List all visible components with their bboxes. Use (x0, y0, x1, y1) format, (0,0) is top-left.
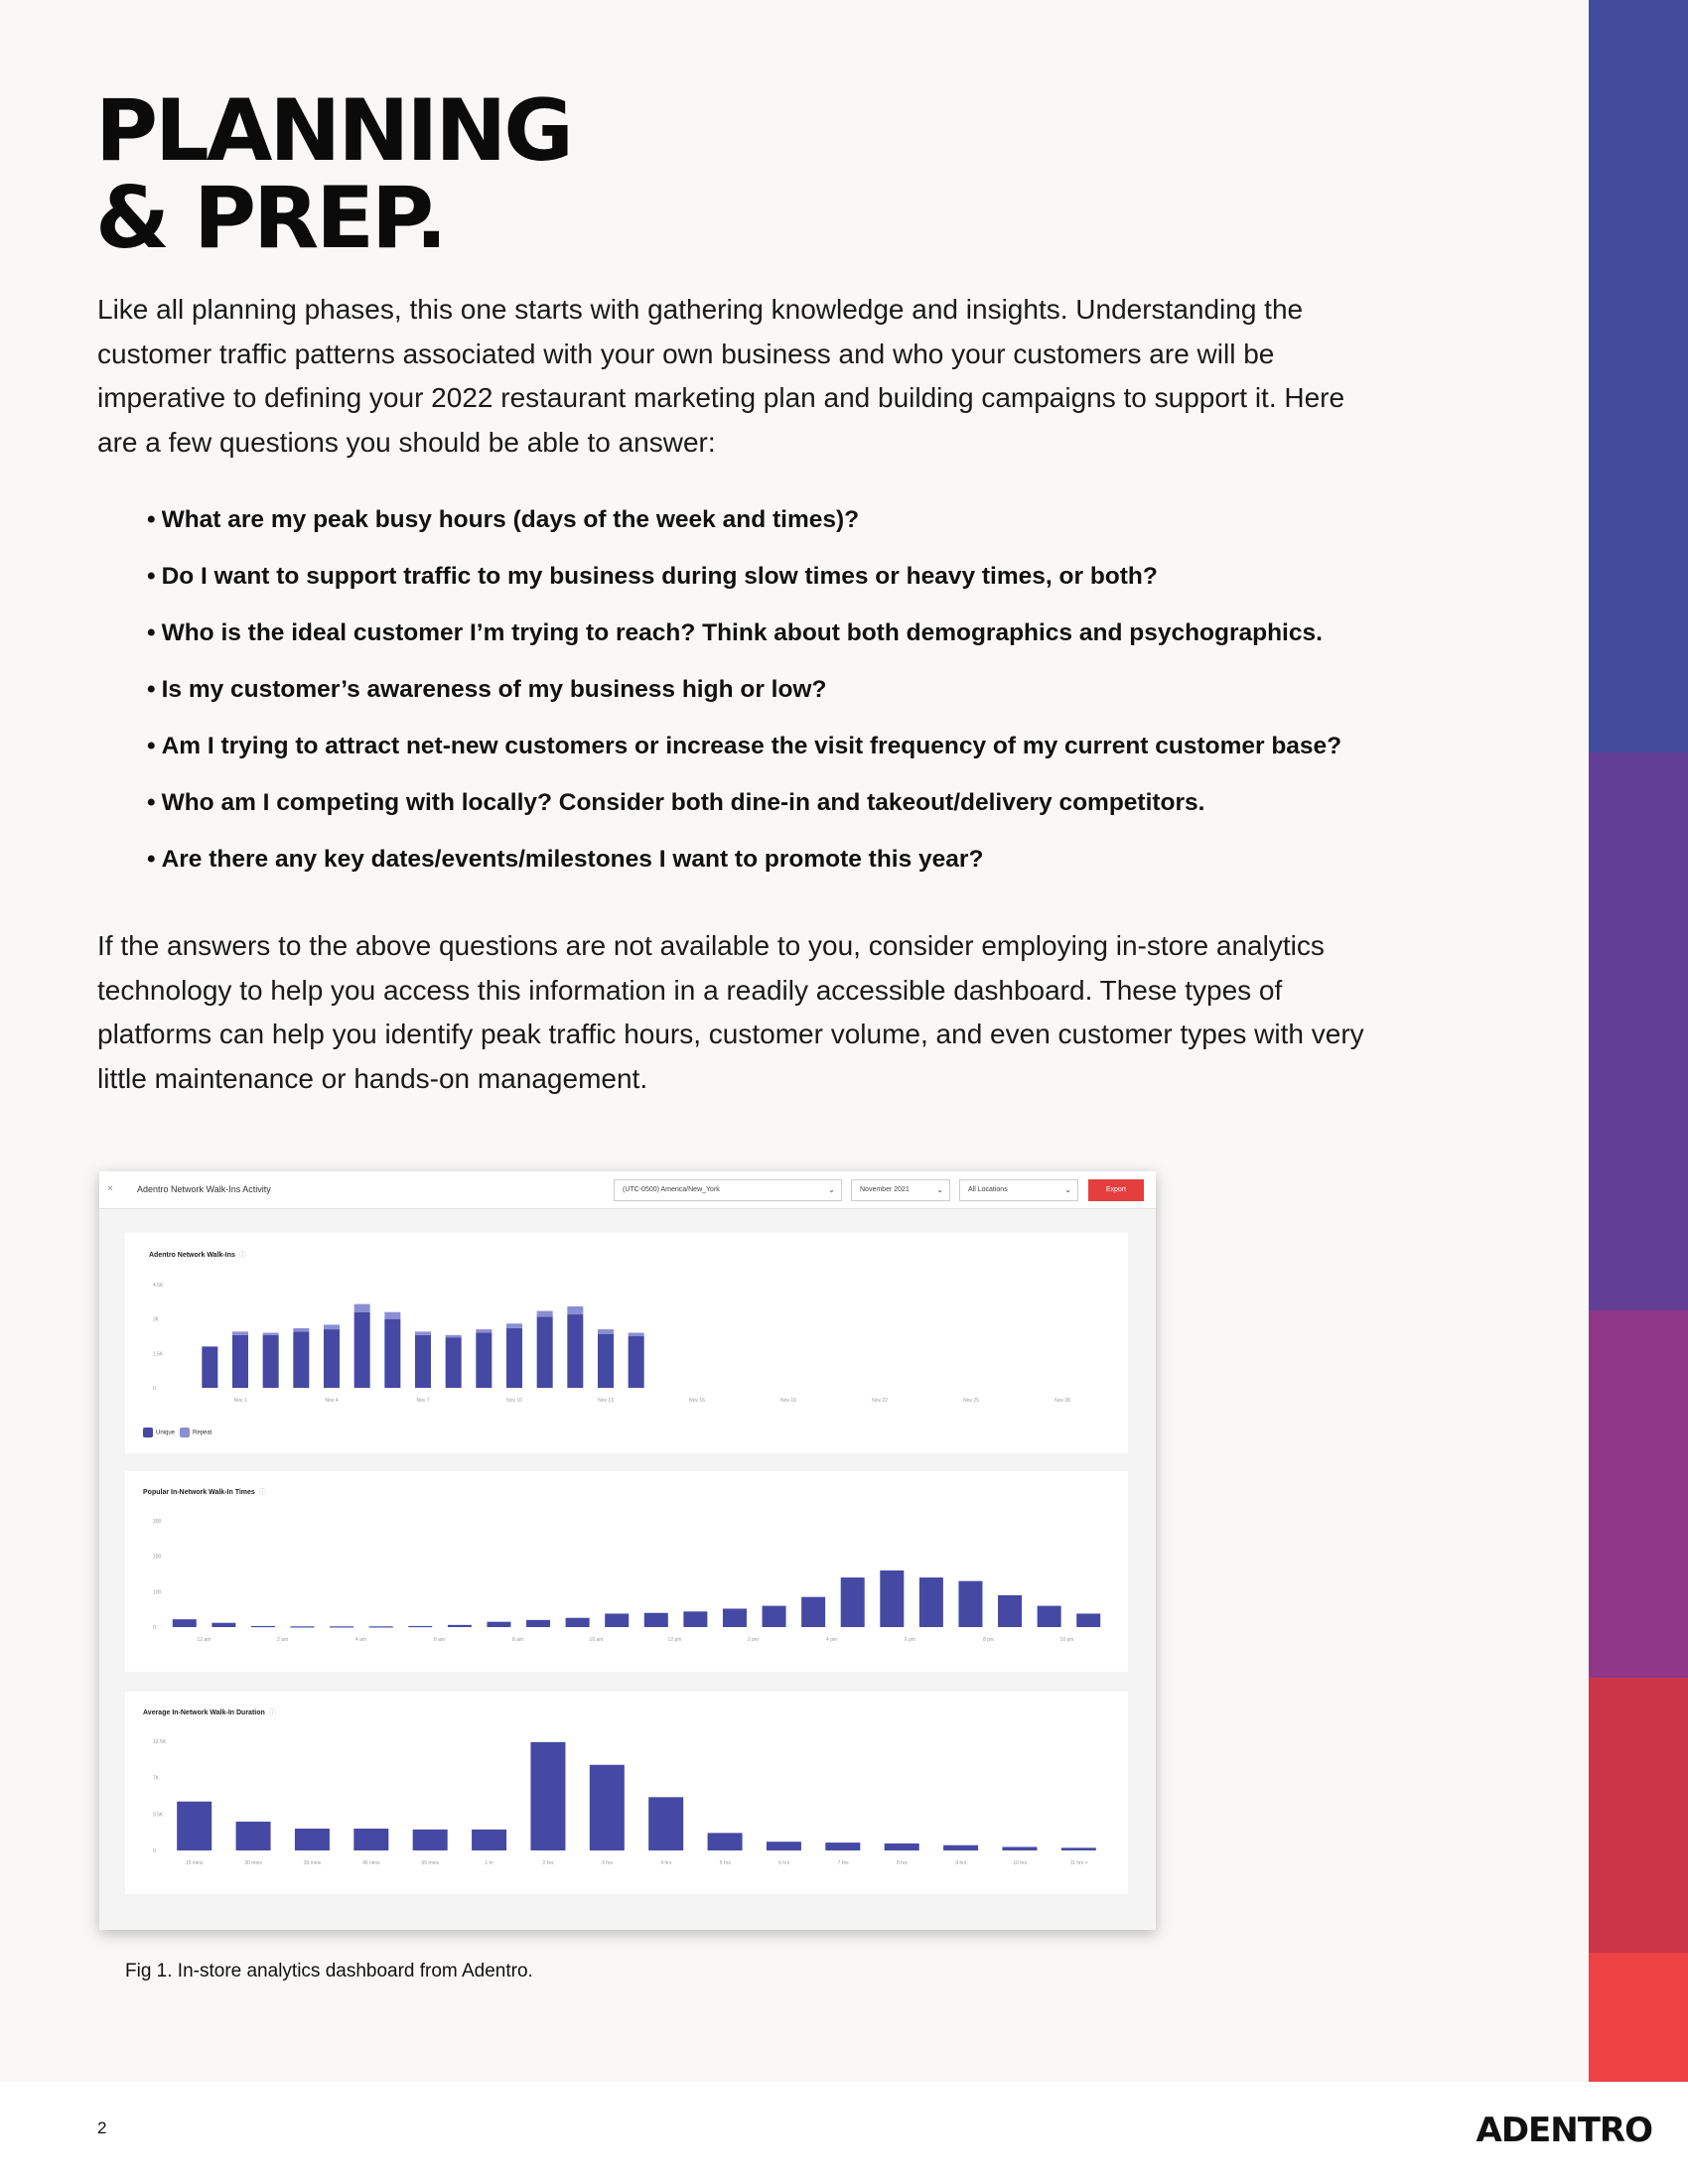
chart-bar (998, 1595, 1022, 1627)
chart-bar (629, 1336, 644, 1388)
x-tick-label: 55 mins (421, 1860, 440, 1866)
walk-in-times-card (125, 1471, 1128, 1672)
list-item: • Do I want to support traffic to my business during slow times or heavy times, or both? (147, 563, 1158, 590)
x-tick-label: Nov 22 (872, 1398, 888, 1404)
y-tick-label: 3K (153, 1316, 160, 1323)
chart-bar-repeat (506, 1323, 522, 1328)
chart-bar (943, 1845, 978, 1850)
y-tick-label: 0 (153, 1386, 156, 1392)
x-tick-label: 10 am (589, 1637, 604, 1643)
chart-bar (723, 1608, 747, 1627)
x-tick-label: Nov 16 (689, 1398, 705, 1404)
x-tick-label: 8 pm (982, 1637, 995, 1643)
walk-ins-card (125, 1233, 1128, 1453)
chart-bar (295, 1829, 330, 1850)
x-tick-label: 35 mins (303, 1860, 322, 1866)
y-tick-label: 3.5K (153, 1812, 164, 1819)
chart-bar (590, 1765, 625, 1850)
list-item: • Who is the ideal customer I’m trying to reach? Think about both demographics and psychographics. (147, 619, 1323, 646)
y-tick-label: 0 (153, 1625, 156, 1631)
chart-bar (293, 1331, 309, 1388)
x-tick-label: 6 hrs (778, 1860, 790, 1866)
walk-ins-chart (125, 1233, 1128, 1453)
chart-bar-repeat (476, 1329, 492, 1332)
walk-in-times-chart (125, 1471, 1128, 1672)
chart-bar (526, 1620, 550, 1627)
x-tick-label: 15 mins (185, 1860, 204, 1866)
x-tick-label: 30 mins (244, 1860, 262, 1866)
chart-bar (446, 1337, 462, 1388)
x-tick-label: 7 hrs (837, 1860, 849, 1866)
chart-title: Popular In-Network Walk-In Times ⓘ (143, 1489, 266, 1496)
info-icon: ⓘ (258, 1489, 266, 1496)
chart-bar (369, 1626, 393, 1627)
chart-bar-repeat (567, 1306, 583, 1314)
chart-legend: Unique Repeat (143, 1428, 211, 1437)
chart-bar (648, 1797, 683, 1850)
x-tick-label: 2 pm (747, 1637, 760, 1643)
info-icon: ⓘ (268, 1709, 276, 1716)
walk-in-duration-card (125, 1692, 1128, 1894)
walk-in-duration-chart (125, 1692, 1128, 1894)
footer (0, 2082, 1688, 2184)
y-tick-label: 4.5K (153, 1283, 164, 1289)
chart-bar (211, 1623, 235, 1627)
chart-bar-repeat (446, 1335, 462, 1337)
list-item: • Am I trying to attract net-new customers or increase the visit frequency of my current customer base? (147, 733, 1342, 759)
chart-bar-repeat (598, 1329, 614, 1334)
chart-bar (530, 1742, 565, 1850)
x-tick-label: 10 hrs (1013, 1860, 1028, 1866)
chart-bar-repeat (415, 1331, 431, 1334)
x-tick-label: 4 pm (825, 1637, 838, 1643)
x-tick-label: 6 pm (904, 1637, 916, 1643)
chart-title: Average In-Network Walk-In Duration ⓘ (143, 1709, 276, 1716)
x-tick-label: 12 am (197, 1637, 211, 1643)
dashboard-header (99, 1171, 1156, 1209)
x-tick-label: Nov 4 (325, 1398, 339, 1404)
x-tick-label: Nov 7 (416, 1398, 430, 1404)
location-select[interactable]: All Locations ⌄ (959, 1179, 1078, 1201)
chart-bar (1038, 1606, 1061, 1627)
chart-bar (291, 1626, 315, 1627)
chart-bar (885, 1843, 919, 1850)
x-tick-label: 3 hrs (601, 1860, 614, 1866)
checkbox-icon[interactable] (143, 1428, 153, 1437)
chart-bar (763, 1606, 786, 1627)
export-button[interactable]: Export (1088, 1179, 1144, 1201)
y-tick-label: 100 (153, 1589, 162, 1596)
chart-bar (537, 1316, 553, 1388)
chart-bar (324, 1329, 340, 1388)
chart-bar (605, 1613, 629, 1627)
list-item: • What are my peak busy hours (days of the week and times)? (147, 506, 860, 533)
x-tick-label: 5 hrs (719, 1860, 731, 1866)
chart-bar (708, 1833, 743, 1850)
month-select[interactable]: November 2021 ⌄ (851, 1179, 950, 1201)
x-tick-label: Nov 1 (233, 1398, 247, 1404)
y-tick-label: 7K (153, 1775, 160, 1782)
list-item: • Is my customer’s awareness of my business high or low? (147, 676, 827, 703)
question-list (147, 500, 1341, 896)
chart-bar (1076, 1613, 1100, 1627)
chart-bar (566, 1618, 590, 1627)
chart-bar (1061, 1847, 1096, 1850)
y-tick-label: 1.5K (153, 1351, 164, 1358)
x-tick-label: Nov 28 (1055, 1398, 1070, 1404)
chart-bar (177, 1802, 211, 1850)
chart-bar-repeat (324, 1324, 340, 1329)
x-tick-label: 9 hrs (955, 1860, 967, 1866)
dashboard-title: Adentro Network Walk-Ins Activity (137, 1184, 271, 1194)
x-tick-label: 4 am (354, 1637, 367, 1643)
chart-bar (598, 1334, 614, 1388)
chart-bar (472, 1830, 506, 1850)
page-title: PLANNING & PREP. (95, 81, 571, 268)
chart-bar (236, 1822, 271, 1850)
chart-bar (415, 1335, 431, 1388)
close-icon[interactable]: × (107, 1183, 113, 1194)
x-tick-label: 10 pm (1059, 1637, 1074, 1643)
timezone-select[interactable]: (UTC-0500) America/New_York ⌄ (614, 1179, 842, 1201)
figure-caption: Fig 1. In-store analytics dashboard from Adentro. (125, 1961, 533, 1981)
chart-bar (232, 1335, 248, 1388)
chart-title: Adentro Network Walk-Ins ⓘ (149, 1252, 246, 1259)
chart-bar (408, 1626, 432, 1627)
chevron-down-icon: ⌄ (936, 1185, 943, 1194)
chart-bar (567, 1314, 583, 1388)
x-tick-label: 8 am (511, 1637, 524, 1643)
y-tick-label: 12.5K (153, 1739, 167, 1745)
x-tick-label: Nov 19 (780, 1398, 796, 1404)
chart-bar (1002, 1846, 1037, 1850)
chevron-down-icon: ⌄ (828, 1185, 835, 1194)
chart-bar (506, 1328, 522, 1388)
y-tick-label: 300 (153, 1519, 162, 1525)
x-tick-label: 2 am (276, 1637, 289, 1643)
x-tick-label: 1 hr (485, 1860, 494, 1866)
chart-bar-repeat (354, 1304, 370, 1312)
chart-bar (644, 1613, 668, 1627)
chart-bar (880, 1570, 904, 1627)
chart-bar (801, 1597, 825, 1627)
adentro-logo: ADENTRO (1476, 2111, 1652, 2150)
chart-bar (202, 1346, 217, 1388)
chart-bar-repeat (537, 1311, 553, 1317)
intro-paragraph: Like all planning phases, this one starts with gathering knowledge and insights. Understanding the customer traffic patterns associated with your own business and who your customers are will be imperative to defining your 2022 restaurant marketing plan and building campaigns to support it. Here are a few questions you should be able to answer: (97, 294, 1345, 458)
x-tick-label: Nov 25 (963, 1398, 979, 1404)
chart-bar (767, 1842, 801, 1850)
x-tick-label: 4 hrs (660, 1860, 672, 1866)
chart-bar-repeat (629, 1333, 644, 1336)
chart-bar (487, 1622, 510, 1627)
chart-bar (476, 1333, 492, 1388)
color-strip (1589, 0, 1688, 2082)
chart-bar (251, 1626, 275, 1627)
chart-bar (958, 1581, 982, 1627)
chart-bar (841, 1577, 865, 1627)
chart-bar-repeat (293, 1328, 309, 1331)
x-tick-label: Nov 13 (598, 1398, 614, 1404)
y-tick-label: 0 (153, 1848, 156, 1854)
x-tick-label: 8 hrs (896, 1860, 909, 1866)
chart-bar (683, 1611, 707, 1627)
info-icon: ⓘ (238, 1252, 246, 1259)
chart-bar (330, 1626, 353, 1627)
chart-bar (413, 1830, 448, 1850)
chart-bar-repeat (384, 1312, 400, 1319)
x-tick-label: 45 mins (362, 1860, 380, 1866)
x-tick-label: 6 am (433, 1637, 446, 1643)
chart-bar (384, 1319, 400, 1388)
x-tick-label: Nov 10 (506, 1398, 522, 1404)
chart-bar (173, 1619, 197, 1627)
closing-paragraph: If the answers to the above questions are not available to you, consider employing in-store analytics technology to help you access this information in a readily accessible dashboard. These types of platforms can help you identify peak traffic hours, customer volume, and even customer types with very little maintenance or hands-on management. (97, 930, 1364, 1094)
chart-bar-repeat (232, 1331, 248, 1334)
chart-bar (919, 1577, 943, 1627)
chevron-down-icon: ⌄ (1064, 1185, 1071, 1194)
list-item: • Who am I competing with locally? Consider both dine-in and takeout/delivery competitors. (147, 789, 1205, 816)
chart-bar (354, 1312, 370, 1388)
chart-bar (448, 1625, 472, 1627)
x-tick-label: 2 hrs (542, 1860, 554, 1866)
y-tick-label: 200 (153, 1554, 162, 1561)
page-number: 2 (97, 2118, 107, 2137)
list-item: • Are there any key dates/events/milestones I want to promote this year? (147, 846, 984, 873)
x-tick-label: 12 pm (667, 1637, 682, 1643)
chart-bar (825, 1843, 860, 1850)
chart-bar (353, 1829, 388, 1850)
chart-bar (263, 1335, 279, 1388)
analytics-dashboard (99, 1171, 1156, 1930)
checkbox-icon[interactable] (180, 1428, 190, 1437)
x-tick-label: 11 hrs + (1069, 1860, 1088, 1866)
chart-bar-repeat (263, 1333, 279, 1335)
